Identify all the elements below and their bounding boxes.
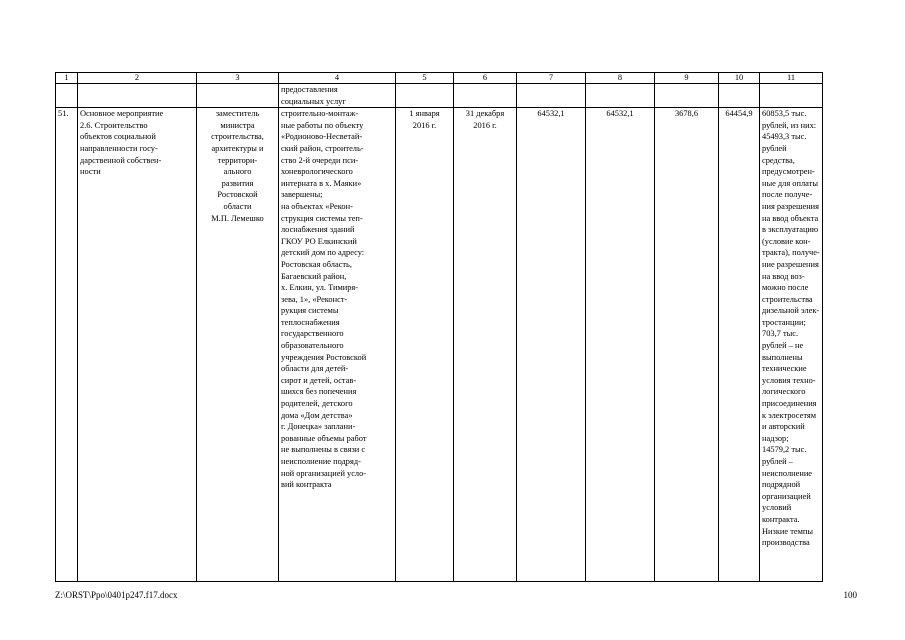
column-number: 4	[279, 73, 396, 84]
empty-cell	[56, 84, 78, 108]
report-table	[55, 72, 823, 582]
value-col10: 64454,9	[719, 108, 760, 582]
row-number: 51.	[56, 108, 78, 582]
column-number: 5	[396, 73, 454, 84]
empty-cell	[586, 84, 655, 108]
column-number-row	[56, 73, 823, 84]
empty-cell	[760, 84, 823, 108]
measure-name: Основное мероприятие 2.6. Строительство объектов социальной направленности госу- дарственной собствен- ности	[78, 108, 197, 582]
continuation-row	[56, 84, 823, 108]
start-date: 1 января 2016 г.	[396, 108, 454, 582]
column-number: 6	[454, 73, 517, 84]
column-number: 7	[517, 73, 586, 84]
column-number: 9	[655, 73, 719, 84]
result-cell: предоставления социальных услуг	[279, 84, 396, 108]
empty-cell	[517, 84, 586, 108]
table-row	[56, 108, 823, 582]
note-cell: 60853,5 тыс. рублей, из них: 45493,3 тыс. рублей средства, предусмотрен- ные для оплаты после получе- ния разрешения на ввод объекта в эксплуатацию (условие кон- тракта), получе- ние разрешения на ввод воз- можно после строительства дизельной элек- тростанции; 703,7 тыс. рублей – не выполнены технические условия техно- логического присоединения к электросетям и авторский надзор; 14579,2 тыс. рублей – неисполнение подрядной организацией условий контракта. Низкие темпы производства	[760, 108, 823, 582]
column-number: 3	[197, 73, 279, 84]
column-number: 1	[56, 73, 78, 84]
empty-cell	[719, 84, 760, 108]
page-number: 100	[843, 590, 857, 600]
empty-cell	[197, 84, 279, 108]
column-number: 10	[719, 73, 760, 84]
empty-cell	[396, 84, 454, 108]
result-cell: строительно-монтаж- ные работы по объекту «Родионово-Несветай- ский район, строитель- ство 2-й очереди пси- хоневрологического интерната в х. Маяки» завершены; на объектах «Рекон- струкция системы теп- лоснабжения зданий ГКОУ РО Елкинский детский дом по адресу: Ростовская область, Багаевский район, х. Елкин, ул. Тимиря- зева, 1», «Реконст- рукция системы теплоснабжения государственного образовательного учреждения Ростовской области для детей- сирот и детей, остав- шихся без попечения родителей, детского дома «Дом детства» г. Донецка» заплани- рованные объемы работ не выполнены в связи с неисполнение подряд- ной организацией усло- вий контракта	[279, 108, 396, 582]
value-col9: 3678,6	[655, 108, 719, 582]
column-number: 8	[586, 73, 655, 84]
value-col8: 64532,1	[586, 108, 655, 582]
empty-cell	[655, 84, 719, 108]
column-number: 11	[760, 73, 823, 84]
empty-cell	[78, 84, 197, 108]
responsible-person: заместитель министра строительства, архитектуры и территори- ального развития Ростовской области М.П. Лемешко	[197, 108, 279, 582]
end-date: 31 декабря 2016 г.	[454, 108, 517, 582]
value-col7: 64532,1	[517, 108, 586, 582]
file-path: Z:\ORST\Ppo\0401p247.f17.docx	[55, 590, 178, 600]
column-number: 2	[78, 73, 197, 84]
empty-cell	[454, 84, 517, 108]
